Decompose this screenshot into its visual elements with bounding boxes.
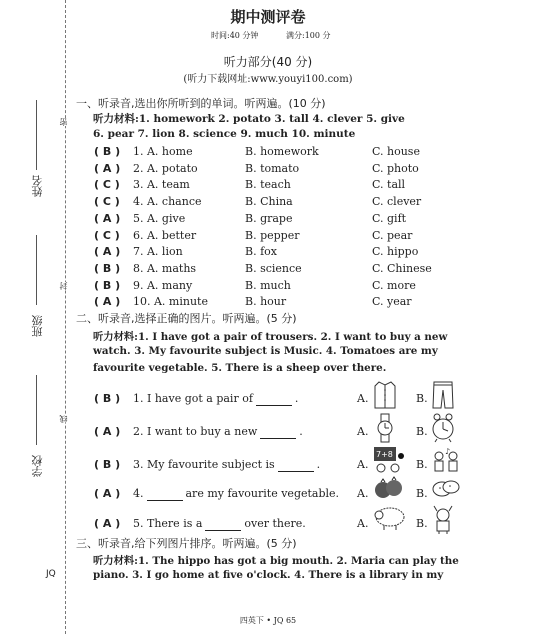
sentence-start: 4. xyxy=(133,487,144,500)
score-label: 满分:100 分 xyxy=(286,31,331,40)
option-a: 9. A. many xyxy=(133,278,193,292)
part2-material-3: favourite vegetable. 5. There is a sheep over there. xyxy=(93,362,387,374)
sentence-end: . xyxy=(299,425,303,438)
sentence-start: 3. My favourite subject is xyxy=(133,458,275,471)
answer-mark: ( A ) xyxy=(94,487,121,500)
option-c: C. hippo xyxy=(372,245,419,259)
answer-mark: ( A ) xyxy=(94,245,121,259)
watch-icon[interactable] xyxy=(373,413,397,447)
option-a: 8. A. maths xyxy=(133,261,197,275)
answer-mark: ( A ) xyxy=(94,295,121,309)
answer-mark: ( A ) xyxy=(94,425,121,438)
goat-icon[interactable] xyxy=(431,505,455,539)
class-label: 班级 xyxy=(31,315,44,337)
option-a: 4. A. chance xyxy=(133,195,202,209)
sentence-end: . xyxy=(316,458,321,471)
maths-board-icon[interactable] xyxy=(373,446,405,478)
option-c: C. year xyxy=(372,295,412,309)
cut-mark-fold: 封 xyxy=(59,282,68,290)
option-b: B. tomato xyxy=(245,161,300,175)
option-a-label: A. xyxy=(357,517,369,530)
option-c: C. Chinese xyxy=(372,261,432,275)
section-title: 听力部分(40 分) xyxy=(223,55,313,69)
school-line xyxy=(36,375,37,445)
answer-blank[interactable] xyxy=(256,392,292,406)
part2-heading: 二、听录音,选择正确的图片。听两遍。(5 分) xyxy=(76,312,297,325)
time-label: 时间:40 分钟 xyxy=(211,31,259,40)
option-c: C. more xyxy=(372,278,416,292)
name-label: 姓名 xyxy=(31,175,44,197)
potato-icon[interactable] xyxy=(431,475,461,505)
option-c: C. tall xyxy=(372,178,406,192)
question-sentence xyxy=(133,458,320,472)
option-b: B. hour xyxy=(245,295,287,309)
page-footer: 四英下 • JQ 65 xyxy=(239,616,297,625)
answer-blank[interactable] xyxy=(205,517,241,531)
answer-blank[interactable] xyxy=(260,425,296,439)
sentence-start: 1. I have got a pair of xyxy=(133,392,253,405)
cut-line xyxy=(65,0,66,634)
option-b: B. grape xyxy=(245,211,293,225)
music-icon[interactable] xyxy=(431,446,463,478)
shirt-icon[interactable] xyxy=(373,380,397,414)
option-b-label: B. xyxy=(416,425,428,438)
answer-mark: ( C ) xyxy=(94,228,120,242)
option-a: 10. A. minute xyxy=(133,295,208,309)
part3-heading: 三、听录音,给下列图片排序。听两遍。(5 分) xyxy=(76,537,297,550)
sentence-end: over there. xyxy=(244,517,306,530)
sentence-end: are my favourite vegetable. xyxy=(185,487,340,500)
part2-material-1: 听力材料:1. I have got a pair of trousers. 2. I want to buy a new xyxy=(93,331,448,343)
cut-mark-seal: 密 xyxy=(59,118,68,126)
option-a: 2. A. potato xyxy=(133,161,198,175)
option-b-label: B. xyxy=(416,458,428,471)
sheep-icon[interactable] xyxy=(373,505,407,535)
option-c: C. photo xyxy=(372,161,419,175)
option-a: 3. A. team xyxy=(133,178,190,192)
side-code: JQ xyxy=(46,569,56,579)
option-c: C. pear xyxy=(372,228,413,242)
tomato-icon[interactable] xyxy=(373,475,403,505)
option-b: B. science xyxy=(245,261,302,275)
trousers-icon[interactable] xyxy=(431,380,455,414)
option-b: B. much xyxy=(245,278,291,292)
question-sentence xyxy=(133,392,298,406)
sentence-end: . xyxy=(294,392,299,405)
option-b-label: B. xyxy=(416,392,428,405)
option-b: B. teach xyxy=(245,178,291,192)
sentence-start: 5. There is a xyxy=(133,517,203,530)
option-b-label: B. xyxy=(416,487,428,500)
answer-mark: ( B ) xyxy=(94,261,121,275)
answer-mark: ( A ) xyxy=(94,517,121,530)
sentence-start: 2. I want to buy a new xyxy=(133,425,258,438)
answer-mark: ( B ) xyxy=(94,145,121,158)
option-a: 5. A. give xyxy=(133,211,186,225)
answer-blank[interactable] xyxy=(147,487,183,501)
option-a: 7. A. lion xyxy=(133,245,183,259)
part3-material-2: piano. 3. I go home at five o'clock. 4. There is a library in my xyxy=(93,569,444,581)
part3-material-1: 听力材料:1. The hippo has got a big mouth. 2. Maria can play the xyxy=(93,555,459,567)
option-b: B. fox xyxy=(245,245,277,259)
question-sentence xyxy=(133,487,339,501)
answer-blank[interactable] xyxy=(278,458,314,472)
answer-mark: ( C ) xyxy=(94,195,120,209)
option-b: B. homework xyxy=(245,145,319,158)
section-subtitle: (听力下载网址:www.youyi100.com) xyxy=(183,74,353,85)
option-b: B. China xyxy=(245,195,293,209)
option-a-label: A. xyxy=(357,458,369,471)
option-a: 1. A. home xyxy=(133,145,193,158)
part1-heading: 一、听录音,选出你所听到的单词。听两遍。(10 分) xyxy=(76,97,326,110)
answer-mark: ( A ) xyxy=(94,161,121,175)
name-line xyxy=(36,100,37,170)
option-c: C. house xyxy=(372,145,420,158)
option-a: 6. A. better xyxy=(133,228,197,242)
part1-material-2: 6. pear 7. lion 8. science 9. much 10. minute xyxy=(93,128,356,140)
page-title: 期中测评卷 xyxy=(230,8,306,26)
option-a-label: A. xyxy=(357,392,369,405)
part2-material-2: watch. 3. My favourite subject is Music. 4. Tomatoes are my xyxy=(93,345,438,357)
option-b-label: B. xyxy=(416,517,428,530)
question-sentence xyxy=(133,517,306,531)
option-a-label: A. xyxy=(357,425,369,438)
svg-text:♪: ♪ xyxy=(445,447,451,456)
option-b: B. pepper xyxy=(245,228,300,242)
answer-mark: ( B ) xyxy=(94,458,121,471)
question-sentence xyxy=(133,425,303,439)
option-c: C. gift xyxy=(372,211,407,225)
class-line xyxy=(36,235,37,305)
option-c: C. clever xyxy=(372,195,422,209)
part1-material-1: 听力材料:1. homework 2. potato 3. tall 4. clever 5. give xyxy=(93,113,405,125)
school-label: 学校 xyxy=(31,455,44,477)
cut-mark-line: 线 xyxy=(59,415,68,423)
svg-text:7+8: 7+8 xyxy=(376,450,393,459)
clock-icon[interactable] xyxy=(431,413,455,447)
option-a-label: A. xyxy=(357,487,369,500)
answer-mark: ( A ) xyxy=(94,211,121,225)
answer-mark: ( B ) xyxy=(94,392,121,405)
answer-mark: ( C ) xyxy=(94,178,120,192)
answer-mark: ( B ) xyxy=(94,278,121,292)
